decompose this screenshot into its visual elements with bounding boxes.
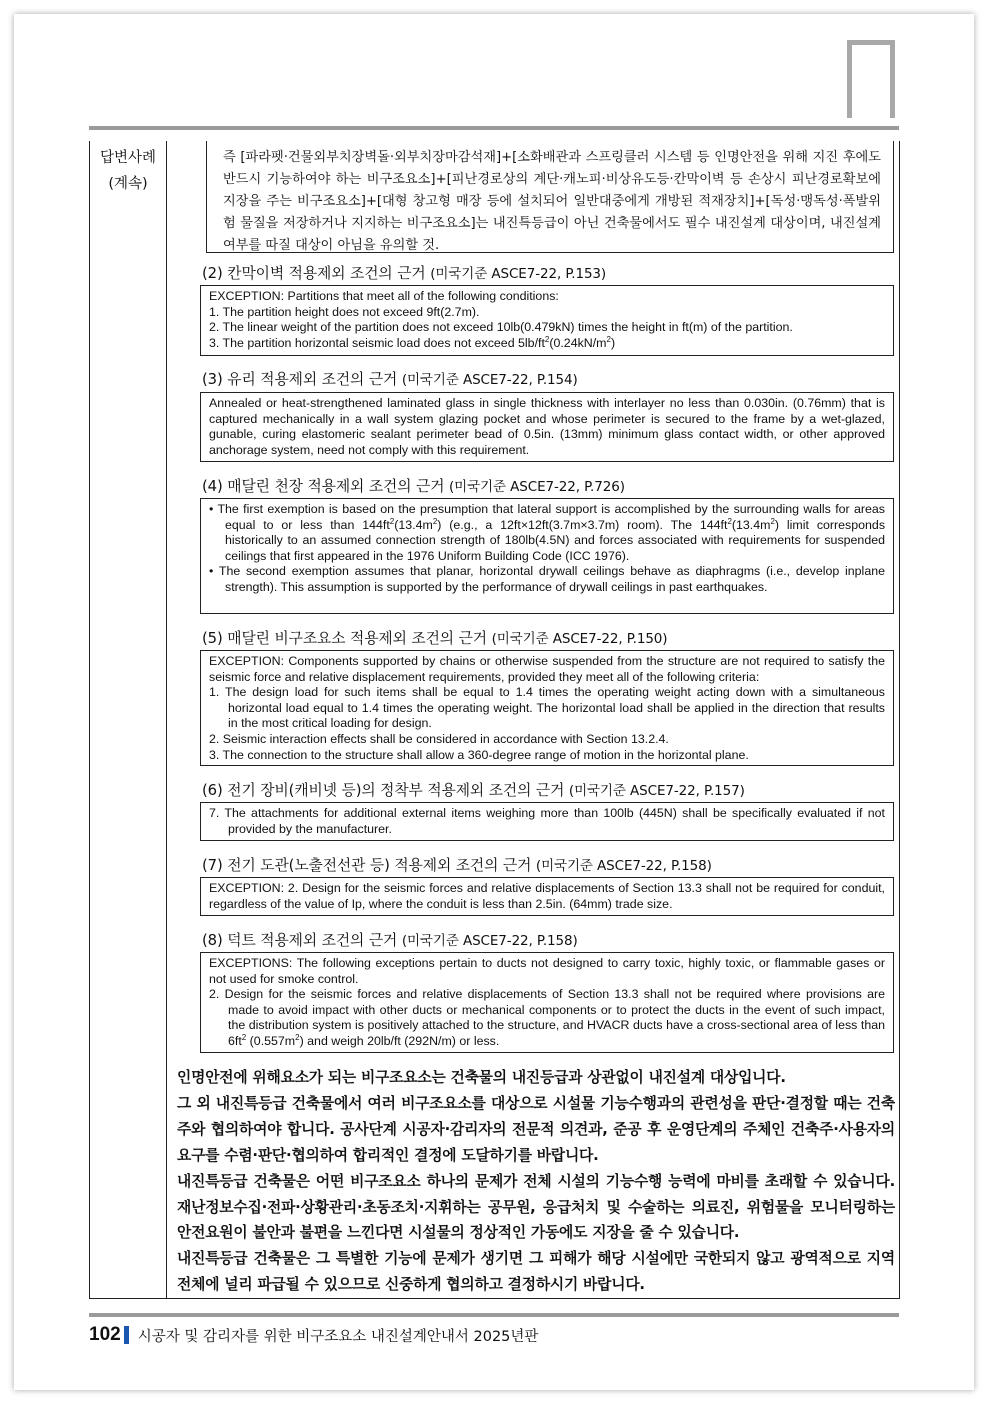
section-source: (미국기준 ASCE7-22, P.726) xyxy=(449,479,625,495)
section-3-heading xyxy=(202,368,578,389)
exception-text: 7. The attachments for additional external items weighing more than 100lb (445N) shall be specifically evaluated if not provided by the manufacturer. xyxy=(209,806,885,836)
section-source: (미국기준 ASCE7-22, P.157) xyxy=(568,783,745,799)
section-title: (6) 전기 장비(캐비넷 등)의 정착부 적용제외 조건의 근거 xyxy=(202,782,565,799)
section-2-box xyxy=(200,285,894,356)
row-label xyxy=(90,141,167,1298)
section-title: (3) 유리 적용제외 조건의 근거 xyxy=(202,371,398,388)
summary-text xyxy=(177,1065,895,1298)
document-title: 시공자 및 감리자를 위한 비구조요소 내진설계안내서 2025년판 xyxy=(137,1328,539,1345)
section-6-box xyxy=(200,802,894,841)
exception-line: EXCEPTION: Components supported by chains or otherwise suspended from the structure are not required to satisfy the seismic force and relative displacement requirements, provided they meet all of the following criteria: xyxy=(209,654,885,684)
top-rule xyxy=(89,126,899,130)
section-4-heading xyxy=(202,475,625,496)
section-title: (4) 매달린 천장 적용제외 조건의 근거 xyxy=(202,478,445,495)
page-number-bar xyxy=(124,1326,129,1344)
exception-line: 3. The connection to the structure shall allow a 360-degree range of motion in the horizontal plane. xyxy=(209,747,749,762)
bullet-item: • The second exemption assumes that planar, horizontal drywall ceilings behave as diaphragms (i.e., develop inplane strength). This assumption is supported by the performance of drywall ceilings in past earthquakes. xyxy=(209,564,885,594)
section-title: (5) 매달린 비구조요소 적용제외 조건의 근거 xyxy=(202,630,487,647)
section-source: (미국기준 ASCE7-22, P.153) xyxy=(430,266,607,282)
chapter-tab-mark xyxy=(847,40,895,118)
section-8-box xyxy=(200,952,894,1053)
page-footer xyxy=(89,1321,538,1349)
section-5-heading xyxy=(202,627,667,648)
exception-text: EXCEPTION: 2. Design for the seismic forces and relative displacements of Section 13.3 shall not be required for conduit, regardless of the value of Ip, where the conduit is less than 2.5in. (64mm) trade size. xyxy=(209,881,885,911)
exception-line: EXCEPTION: Partitions that meet all of the following conditions: xyxy=(209,289,559,303)
section-7-heading xyxy=(202,854,712,875)
exception-line: 1. The design load for such items shall be equal to 1.4 times the operating weight acting down with a simultaneous horizontal load equal to 1.4 times the operating weight. The horizontal load shall be applied in the direction that results in the most critical loading for design. xyxy=(209,685,885,731)
section-3-box xyxy=(200,392,894,462)
bullet-item: • The first exemption is based on the presumption that lateral support is accomplished by the surrounding walls for areas equal to or less than $144ft^2(13.4m^2)$ (e.g., a 12ft×12ft(3.7m×3.7m) room). The $144ft^2(13.4m^2)$ limit corresponds historically to an assumed connection strength of 180lb(4.5N) and forces associated with requirements for suspended ceilings that first appeared in the 1976 Uniform Building Code (ICC 1976). xyxy=(209,502,886,563)
section-source: (미국기준 ASCE7-22, P.150) xyxy=(491,631,668,647)
exception-line: 2. Design for the seismic forces and relative displacements of Section 13.3 shall not be required where provisions are made to avoid impact with other ducts or mechanical components or to protect the ducts in the event of such impact, the distribution system is positively attached to the structure, and HVACR ducts have a cross-sectional area of less than $6ft^2$ $(0.557m^2)$ and weigh 20lb/ft (292N/m) or less. xyxy=(209,987,885,1048)
section-source: (미국기준 ASCE7-22, P.158) xyxy=(401,933,578,949)
section-2-heading xyxy=(202,262,606,283)
summary-paragraph: 인명안전에 위해요소가 되는 비구조요소는 건축물의 내진등급과 상관없이 내진설계 대상입니다. xyxy=(177,1069,786,1086)
section-6-heading xyxy=(202,779,745,800)
section-4-box xyxy=(200,498,894,614)
section-title: (7) 전기 도관(노출전선관 등) 적용제외 조건의 근거 xyxy=(202,857,532,874)
summary-paragraph: 내진특등급 건축물은 그 특별한 기능에 문제가 생기면 그 피해가 해당 시설에만 국한되지 않고 광역적으로 지역 전체에 널리 파급될 수 있으므로 신중하게 협의하고 결정하시기 바랍니다. xyxy=(177,1250,895,1294)
section-source: (미국기준 ASCE7-22, P.154) xyxy=(401,372,578,388)
row-label-title: 답변사례 xyxy=(99,150,157,166)
exception-line: 1. The partition height does not exceed 9ft(2.7m). xyxy=(209,304,480,319)
section-title: (2) 칸막이벽 적용제외 조건의 근거 xyxy=(202,265,426,282)
answer-table xyxy=(89,141,900,1299)
exception-line: 2. Seismic interaction effects shall be considered in accordance with Section 13.2.4. xyxy=(209,731,669,746)
section-7-box xyxy=(200,877,894,916)
exception-line: EXCEPTIONS: The following exceptions pertain to ducts not designed to carry toxic, highly toxic, or flammable gases or not used for smoke control. xyxy=(209,956,885,986)
section-title: (8) 덕트 적용제외 조건의 근거 xyxy=(202,932,398,949)
row-label-subtitle: (계속) xyxy=(108,176,148,192)
section-source: (미국기준 ASCE7-22, P.158) xyxy=(535,858,712,874)
section-5-box xyxy=(200,650,894,766)
exception-line: 2. The linear weight of the partition does not exceed 10lb(0.479kN) times the height in ft(m) of the partition. xyxy=(209,320,793,335)
row-content xyxy=(169,141,899,1298)
exception-line: 3. The partition horizontal seismic load does not exceed $5lb/ft^2(0.24kN/m^2)$ xyxy=(209,334,616,350)
exception-text: Annealed or heat-strengthened laminated glass in single thickness with interlayer no less than 0.030in. (0.76mm) that is captured mechanically in a wall system glazing pocket and whose perimeter is secured to the frame by a wet-glazed, gunable, curing elastomeric sealant perimeter bead of 0.5in. (13mm) minimum glass contact width, or other approved anchorage system, need not comply with this requirement. xyxy=(209,396,885,457)
summary-paragraph: 그 외 내진특등급 건축물에서 여러 비구조요소를 대상으로 시설물 기능수행과의 관련성을 판단·결정할 때는 건축주와 협의하여야 합니다. 공사단계 시공자·감리자의 전문적 의견과, 준공 후 운영단계의 주체인 건축주·사용자의 요구를 수렴·판단·협의하여 합리적인 결정에 도달하기를 바랍니다. xyxy=(177,1094,895,1164)
intro-box: 즉 [파라펫·건물외부치장벽돌·외부치장마감석재]+[소화배관과 스프링클러 시스템 등 인명안전을 위해 지진 후에도 반드시 기능하여야 하는 비구조요소]+[피난경로상의 계단·캐노피·비상유도등·칸막이벽 등 손상시 피난경로확보에 지장을 주는 비구조요소]+[대형 창고형 매장 등에 설치되어 일반대중에게 개방된 적재장치]+[독성·맹독성·폭발위험 물질을 저장하거나 지지하는 비구조요소]는 내진특등급이 아닌 건축물에서도 필수 내진설계 대상이며, 내진설계 여부를 따질 대상이 아님을 유의할 것. xyxy=(206,141,894,253)
summary-paragraph: 내진특등급 건축물은 어떤 비구조요소 하나의 문제가 전체 시설의 기능수행 능력에 마비를 초래할 수 있습니다. 재난정보수집·전파·상황관리·초동조치·지휘하는 공무원, 응급처치 및 수술하는 의료진, 위험물을 모니터링하는 안전요원이 불안과 불편을 느낀다면 시설물의 정상적인 가동에도 지장을 줄 수 있습니다. xyxy=(177,1172,895,1242)
bottom-rule xyxy=(89,1313,899,1317)
section-8-heading xyxy=(202,929,578,950)
page-number: 102 xyxy=(89,1324,121,1345)
